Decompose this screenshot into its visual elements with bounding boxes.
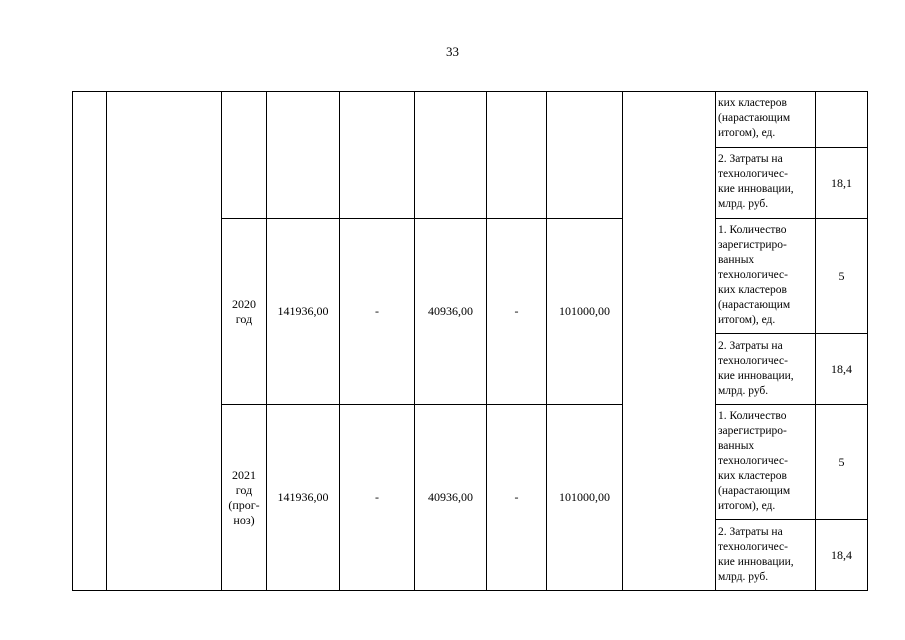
indicator-value: 5 — [838, 268, 845, 283]
indicator-value: 5 — [838, 454, 845, 469]
indicator-text: ких кластеров (нарастающим итогом), ед. — [718, 97, 791, 139]
indicator-text: 1. Количество зарегистриро- ванных технологичес- ких кластеров (нарастающим итогом), ед. — [718, 224, 791, 326]
value-cell: 40936,00 — [428, 490, 473, 504]
value-cell: 141936,00 — [277, 490, 329, 504]
indicator-value — [816, 92, 867, 147]
page-number: 33 — [446, 44, 459, 59]
indicator-text: 2. Затраты на технологичес- кие инновации, млрд. руб. — [718, 526, 794, 583]
value-cell: 101000,00 — [559, 490, 610, 504]
value-cell: 101000,00 — [559, 304, 610, 318]
indicator-text: 2. Затраты на технологичес- кие инновации, млрд. руб. — [718, 340, 794, 397]
year-cell: 2020 год — [232, 296, 256, 326]
indicator-text: 1. Количество зарегистриро- ванных технологичес- ких кластеров (нарастающим итогом), ед. — [718, 410, 791, 512]
year-cell: 2021 год (прог- ноз) — [228, 467, 260, 527]
indicator-text: 2. Затраты на технологичес- кие инновации, млрд. руб. — [718, 153, 794, 210]
value-cell: - — [514, 490, 519, 504]
value-cell: 141936,00 — [277, 304, 329, 318]
indicator-value: 18,4 — [831, 547, 852, 562]
indicator-value: 18,4 — [831, 361, 852, 376]
value-cell: - — [514, 304, 519, 318]
value-cell: - — [375, 304, 379, 318]
value-cell: 40936,00 — [428, 304, 473, 318]
value-cell: - — [375, 490, 379, 504]
indicator-value: 18,1 — [831, 175, 852, 190]
